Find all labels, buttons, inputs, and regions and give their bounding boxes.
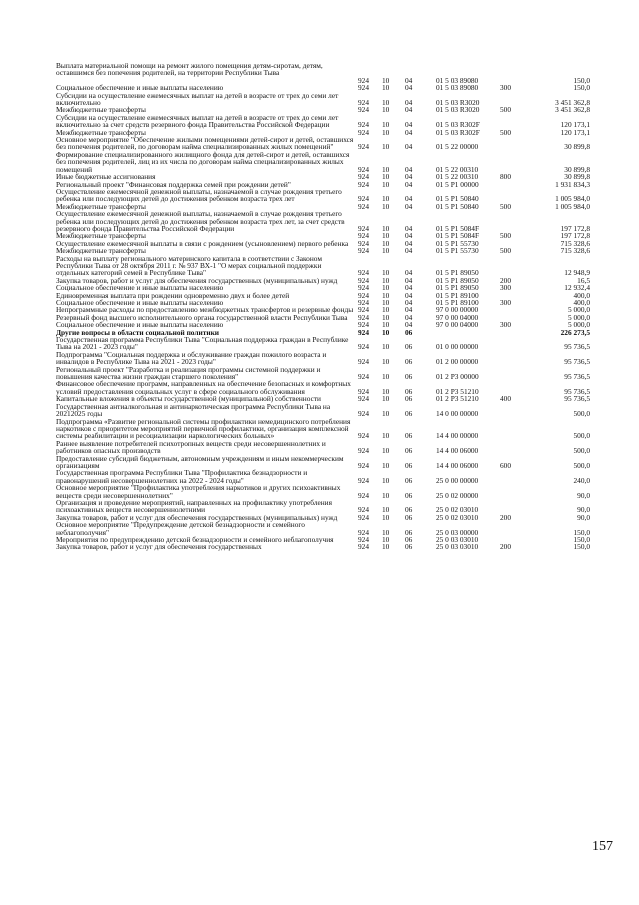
- row-name: Закупка товаров, работ и услуг для обеспечения государственных (муниципальных) нужд: [56, 512, 338, 522]
- table-row: [56, 136, 590, 151]
- row-section: 10: [382, 201, 390, 211]
- row-subsection: 04: [405, 275, 413, 285]
- row-target-article: 14 4 00 00000: [436, 431, 479, 441]
- row-code: 924: [358, 386, 370, 396]
- row-code: 924: [358, 527, 370, 537]
- row-code: 924: [358, 312, 370, 322]
- row-subsection: 04: [405, 164, 413, 174]
- row-name: Подпрограмма "Социальная поддержка и обслуживание граждан пожилого возраста и инвалидов в Республике Тыва на 2021 - 2023 годы": [56, 349, 327, 367]
- row-subsection: 06: [405, 342, 413, 352]
- row-code: 924: [358, 142, 370, 152]
- row-target-article: 01 5 03 R302F: [436, 127, 480, 137]
- row-name: Социальное обеспечение и иные выплаты населению: [56, 283, 224, 293]
- row-target-article: 01 5 22 00000: [436, 142, 479, 152]
- row-subsection: 04: [405, 194, 413, 204]
- row-code: 924: [358, 105, 370, 115]
- row-subsection: 04: [405, 127, 413, 137]
- row-name: Государственная программа Республики Тыва "Профилактика безнадзорности и правонарушений несовершеннолетних на 2022 - 2024 годы": [56, 468, 308, 485]
- table-row: [56, 521, 590, 536]
- row-section: 10: [382, 535, 390, 544]
- row-subsection: 04: [405, 179, 413, 189]
- row-target-article: 01 5 03 89080 01 5 03 89080: [436, 75, 479, 93]
- row-code: 924: [358, 246, 370, 256]
- row-expense-type: 400: [500, 394, 512, 404]
- row-code: 924: [358, 320, 370, 330]
- row-target-article: 01 5 P1 5084F: [436, 231, 480, 241]
- row-subsection: 04: [405, 172, 413, 182]
- row-section: 10: [382, 275, 390, 285]
- table-row: [56, 469, 590, 484]
- row-code: 924: [358, 542, 370, 552]
- table-row: [56, 210, 590, 232]
- row-amount: 30 899,8: [564, 164, 590, 174]
- table-row: [56, 484, 590, 499]
- row-amount: 400,0: [573, 290, 590, 300]
- row-section: 10: [382, 527, 390, 537]
- row-subsection: 06: [405, 505, 413, 515]
- row-section: 10: [382, 409, 390, 419]
- row-code: 924: [358, 231, 370, 241]
- row-amount: 3 451 362,8: [555, 98, 590, 108]
- row-section: 10: [382, 460, 390, 470]
- row-expense-type: 200: [500, 275, 512, 285]
- row-amount: 715 328,6: [560, 246, 590, 256]
- row-target-article: 25 0 02 03010: [436, 512, 479, 522]
- row-code: 924: [358, 298, 370, 307]
- row-name: Осуществление ежемесячной выплаты в связи с рождением (усыновлением) первого ребенка: [56, 238, 349, 248]
- row-subsection: 04: [405, 223, 413, 233]
- row-name: Субсидии на осуществление ежемесячных выплат на детей в возрасте от трех до семи лет включительно за счет средств резервного фонда Правительства Российской Федерации: [56, 112, 339, 130]
- row-code: 924: [358, 98, 370, 108]
- row-subsection: 04: [405, 312, 413, 322]
- row-code: 924: [358, 460, 370, 470]
- row-code: 924: [358, 290, 370, 300]
- row-section: 10: [382, 305, 390, 315]
- row-amount: 150,0: [573, 542, 590, 552]
- row-amount: 1 005 984,0: [555, 201, 590, 211]
- row-section: 10: [382, 238, 390, 248]
- budget-table: [56, 62, 590, 551]
- table-row: [56, 77, 590, 92]
- row-section: 10: [382, 105, 390, 115]
- row-code: 924: [358, 127, 370, 137]
- row-target-article: 01 5 03 R302F: [436, 120, 480, 130]
- row-amount: 5 000,0: [567, 305, 590, 315]
- row-name: Межбюджетные трансферты: [56, 127, 146, 137]
- row-section: 10: [382, 512, 390, 522]
- row-subsection: 06: [405, 394, 413, 404]
- row-target-article: 14 4 00 06000: [436, 446, 479, 456]
- table-row: [56, 255, 590, 277]
- row-section: 10: [382, 194, 390, 204]
- row-subsection: 04: [405, 105, 413, 115]
- row-target-article: 25 0 00 00000: [436, 475, 479, 485]
- row-code: 924: [358, 172, 370, 182]
- table-row: [56, 62, 590, 77]
- row-amount: 95 736,5: [564, 357, 590, 367]
- row-amount: 90,0: [577, 512, 590, 522]
- row-code: 924: [358, 535, 370, 544]
- row-expense-type: 600: [500, 460, 512, 470]
- row-target-article: 25 0 03 03010: [436, 535, 479, 544]
- row-amount: 30 899,8: [564, 172, 590, 182]
- row-name: Осуществление ежемесячной денежной выплаты, назначаемой в случае рождения третьего ребенка или последующих детей до достижения ребенком возраста трех лет: [56, 186, 342, 204]
- row-subsection: 06: [405, 327, 413, 337]
- row-section: 10: [382, 246, 390, 256]
- row-subsection: 04: [405, 231, 413, 241]
- row-expense-type: 200: [500, 512, 512, 522]
- row-expense-type: 800: [500, 172, 512, 182]
- row-name: Закупка товаров, работ и услуг для обеспечения государственных: [56, 542, 262, 552]
- row-code: 924: [358, 164, 370, 174]
- row-code: 924: [358, 357, 370, 367]
- row-subsection: 06: [405, 372, 413, 382]
- row-subsection: 06: [405, 527, 413, 537]
- row-code: 924: [358, 342, 370, 352]
- row-code: 924: [358, 505, 370, 515]
- row-name: Подпрограмма «Развитие региональной системы профилактики немедицинского потребления наркотиков с приоритетом мероприятий первичной профилактики, организация комплексной системы реабилитации и ресоциализации наркологических больных»: [56, 416, 351, 441]
- row-name: Региональный проект "Финансовая поддержка семей при рождении детей": [56, 179, 291, 189]
- row-amount: 90,0: [577, 490, 590, 500]
- row-name: Межбюджетные трансферты: [56, 231, 146, 241]
- row-target-article: 25 0 03 00000: [436, 527, 479, 537]
- row-target-article: 14 0 00 00000: [436, 409, 479, 419]
- row-name: Единовременная выплата при рождении одновременно двух и более детей: [56, 290, 290, 300]
- row-name: Государственная антиалкогольная и антинаркотическая программа Республики Тыва на 20212025 годы: [56, 401, 331, 419]
- row-section: 10: [382, 394, 390, 404]
- row-amount: 197 172,8: [560, 223, 590, 233]
- row-name: Основное мероприятие "Предупреждение детской безнадзорности и семейного неблагополучия": [56, 520, 305, 537]
- row-amount: 95 736,5: [564, 372, 590, 382]
- row-amount: 95 736,5: [564, 394, 590, 404]
- row-target-article: 14 4 00 06000: [436, 460, 479, 470]
- row-target-article: 01 5 P1 89050: [436, 268, 479, 278]
- row-amount: 240,0: [573, 475, 590, 485]
- row-subsection: 06: [405, 512, 413, 522]
- row-subsection: 06: [405, 409, 413, 419]
- row-amount: 95 736,5: [564, 342, 590, 352]
- row-amount: 12 932,4: [564, 283, 590, 293]
- row-subsection: 04: [405, 201, 413, 211]
- table-row: [56, 351, 590, 366]
- row-expense-type: 500: [500, 105, 512, 115]
- row-amount: 150,0: [573, 535, 590, 544]
- row-section: 10: [382, 312, 390, 322]
- row-target-article: 97 0 00 04000: [436, 312, 479, 322]
- row-target-article: 25 0 02 00000: [436, 490, 479, 500]
- row-section: 10: [382, 357, 390, 367]
- row-expense-type: 500: [500, 201, 512, 211]
- row-amount: 1 005 984,0: [555, 194, 590, 204]
- table-row: [56, 403, 590, 418]
- row-amount: 226 273,5: [560, 327, 590, 337]
- row-subsection: 04: [405, 238, 413, 248]
- row-name: Социальное обеспечение и иные выплаты населению: [56, 83, 224, 93]
- row-code: 924: [358, 490, 370, 500]
- row-section: 10: [382, 298, 390, 307]
- table-row: [56, 114, 590, 129]
- row-subsection: 06: [405, 490, 413, 500]
- row-name: Финансовое обеспечение программ, направленных на обеспечение безопасных и комфортных условий предоставления социальных услуг в сфере социального обслуживания: [56, 379, 351, 396]
- row-target-article: 01 5 22 00310: [436, 164, 479, 174]
- row-expense-type: 500: [500, 246, 512, 256]
- table-row: [56, 418, 590, 440]
- row-subsection: 04: [405, 283, 413, 293]
- row-subsection: 06: [405, 357, 413, 367]
- row-name: Закупка товаров, работ и услуг для обеспечения государственных (муниципальных) нужд: [56, 275, 338, 285]
- row-section: 10: [382, 142, 390, 152]
- row-subsection: 04: [405, 305, 413, 315]
- row-name: Резервный фонд высшего исполнительного органа государственной власти Республики Тыва: [56, 312, 348, 322]
- row-section: 10: [382, 490, 390, 500]
- row-target-article: 01 5 P1 55730: [436, 238, 479, 248]
- row-target-article: 25 0 03 03010: [436, 542, 479, 552]
- row-name: Предоставление субсидий бюджетным, автономным учреждениям и иным некоммерческим организациям: [56, 453, 344, 470]
- row-code: 924: [358, 275, 370, 285]
- table-row: [56, 336, 590, 351]
- row-amount: 150,0 150,0: [573, 75, 590, 93]
- row-target-article: 97 0 00 00000: [436, 305, 479, 315]
- row-code: 924: [358, 201, 370, 211]
- row-target-article: 01 5 P1 50840: [436, 194, 479, 204]
- row-target-article: 01 2 00 00000: [436, 357, 479, 367]
- row-target-article: 01 5 03 R3020: [436, 105, 480, 115]
- row-name: Основное мероприятие "Обеспечение жилыми помещениями детей-сирот и детей, оставшихся без попечения родителей, по договорам найма специализированных жилых помещений": [56, 135, 354, 152]
- row-amount: 5 000,0: [567, 312, 590, 322]
- row-subsection: 04 04: [405, 75, 413, 93]
- row-name: Социальное обеспечение и иные выплаты населению: [56, 298, 224, 307]
- row-section: 10: [382, 505, 390, 515]
- row-code: 924: [358, 372, 370, 382]
- row-target-article: 01 5 P1 50840: [436, 201, 479, 211]
- row-code: 924: [358, 268, 370, 278]
- row-code: 924: [358, 394, 370, 404]
- row-code: 924: [358, 475, 370, 485]
- row-name: Капитальные вложения в объекты государственной (муниципальной) собственности: [56, 394, 321, 404]
- row-amount: 90,0: [577, 505, 590, 515]
- row-section: 10: [382, 431, 390, 441]
- row-name: Организация и проведение мероприятий, направленных на профилактику употребления психоактивных веществ несовершеннолетними: [56, 497, 332, 515]
- row-code: 924: [358, 327, 370, 337]
- row-amount: 30 899,8: [564, 142, 590, 152]
- row-expense-type: 500: [500, 127, 512, 137]
- row-target-article: 01 5 P1 89050: [436, 283, 479, 293]
- row-name: Межбюджетные трансферты: [56, 105, 146, 115]
- row-amount: 120 173,1: [560, 127, 590, 137]
- row-section: 10: [382, 475, 390, 485]
- row-target-article: 01 2 P3 00000: [436, 372, 479, 382]
- row-expense-type: 300: [500, 283, 512, 293]
- row-section: 10: [382, 446, 390, 456]
- row-name: Субсидии на осуществление ежемесячных выплат на детей в возрасте от трех до семи лет включительно: [56, 90, 339, 108]
- row-subsection: 04: [405, 142, 413, 152]
- row-code: 924: [358, 283, 370, 293]
- row-subsection: 04: [405, 246, 413, 256]
- row-section: 10 10: [382, 75, 390, 93]
- row-amount: 120 173,1: [560, 120, 590, 130]
- row-subsection: 06: [405, 431, 413, 441]
- row-target-article: 01 5 22 00310: [436, 172, 479, 182]
- row-expense-type: 200: [500, 542, 512, 552]
- row-amount: 1 931 834,3: [555, 179, 590, 189]
- row-code: 924: [358, 512, 370, 522]
- row-name: Мероприятия по предупреждению детской безнадзорности и семейного неблагополучия: [56, 535, 334, 544]
- row-section: 10: [382, 120, 390, 130]
- row-name: Межбюджетные трансферты: [56, 246, 146, 256]
- row-section: 10: [382, 179, 390, 189]
- row-amount: 5 000,0: [567, 320, 590, 330]
- row-code: 924: [358, 238, 370, 248]
- row-section: 10: [382, 386, 390, 396]
- row-section: 10: [382, 127, 390, 137]
- row-subsection: 06: [405, 386, 413, 396]
- row-subsection: 06: [405, 446, 413, 456]
- row-amount: 12 948,9: [564, 268, 590, 278]
- row-name: Расходы на выплату регионального материнского капитала в соответствии с Законом Республики Тыва от 28 октября 2011 г. № 937 ВХ-1 "О мерах социальной поддержки отдельных категорий семей в Республике Тыва": [56, 253, 322, 278]
- row-subsection: 06: [405, 460, 413, 470]
- table-row: [56, 499, 590, 514]
- table-row: [56, 92, 590, 107]
- row-target-article: 01 5 P1 5084F: [436, 223, 480, 233]
- row-target-article: 01 2 P3 51210: [436, 386, 479, 396]
- row-section: 10: [382, 164, 390, 174]
- row-code: 924 924: [358, 75, 370, 93]
- row-section: 10: [382, 372, 390, 382]
- row-amount: 715 328,6: [560, 238, 590, 248]
- row-name: Иные бюджетные ассигнования: [56, 172, 156, 182]
- row-target-article: 01 5 P1 00000: [436, 179, 479, 189]
- row-code: 924: [358, 120, 370, 130]
- row-subsection: 04: [405, 268, 413, 278]
- table-row: [56, 366, 590, 381]
- row-target-article: 01 5 P1 89100: [436, 298, 479, 307]
- table-row: [56, 380, 590, 395]
- page-number: 157: [592, 839, 613, 854]
- row-section: 10: [382, 542, 390, 552]
- row-section: 10: [382, 283, 390, 293]
- row-code: 924: [358, 305, 370, 315]
- row-amount: 95 736,5: [564, 386, 590, 396]
- table-row: [56, 455, 590, 470]
- row-amount: 500,0: [573, 460, 590, 470]
- row-subsection: 04: [405, 320, 413, 330]
- row-target-article: 01 5 P1 89050: [436, 275, 479, 285]
- row-code: 924: [358, 194, 370, 204]
- row-name: Социальное обеспечение и иные выплаты населению: [56, 320, 224, 330]
- row-section: 10: [382, 268, 390, 278]
- row-section: 10: [382, 98, 390, 108]
- row-amount: 197 172,8: [560, 231, 590, 241]
- row-name: Государственная программа Республики Тыва "Социальная поддержка граждан в Республике Тыва на 2021 - 2023 годы": [56, 335, 349, 352]
- row-subsection: 04: [405, 120, 413, 130]
- row-name: Региональный проект "Разработка и реализация программы системной поддержки и повышения качества жизни граждан старшего поколения": [56, 364, 321, 382]
- row-target-article: 01 0 00 00000: [436, 342, 479, 352]
- row-target-article: 01 5 03 R3020: [436, 98, 480, 108]
- row-target-article: 01 2 P3 51210: [436, 394, 479, 404]
- row-amount: 150,0: [573, 527, 590, 537]
- row-subsection: 04: [405, 98, 413, 108]
- row-subsection: 06: [405, 535, 413, 544]
- row-subsection: 04: [405, 290, 413, 300]
- row-expense-type: 300: [500, 320, 512, 330]
- row-expense-type: 500: [500, 231, 512, 241]
- row-amount: 16,5: [577, 275, 590, 285]
- row-name: Непрограммные расходы по предоставлению межбюджетных трансфертов и резервные фонды: [56, 305, 354, 315]
- row-code: 924: [358, 179, 370, 189]
- row-subsection: 04: [405, 298, 413, 307]
- row-section: 10: [382, 223, 390, 233]
- row-code: 924: [358, 446, 370, 456]
- row-expense-type: 300: [500, 83, 512, 93]
- row-name: Межбюджетные трансферты: [56, 201, 146, 211]
- row-name: Формирование специализированного жилищного фонда для детей-сирот и детей, оставшихся без попечения родителей, лиц из их числа по договорам найма специализированных жилых помещений: [56, 149, 350, 174]
- row-target-article: 01 5 P1 89100: [436, 290, 479, 300]
- table-row: [56, 543, 590, 550]
- row-amount: 3 451 362,8: [555, 105, 590, 115]
- row-amount: 500,0: [573, 446, 590, 456]
- row-name: Основное мероприятие "Профилактика употребления наркотиков и других психоактивных веществ среди несовершеннолетних": [56, 483, 341, 500]
- table-row: [56, 151, 590, 173]
- row-code: 924: [358, 431, 370, 441]
- row-amount: 400,0: [573, 298, 590, 307]
- table-row: [56, 188, 590, 203]
- row-target-article: 97 0 00 04000: [436, 320, 479, 330]
- row-target-article: 25 0 02 03010: [436, 505, 479, 515]
- row-name: Другие вопросы в области социальной политики: [56, 327, 220, 337]
- row-section: 10: [382, 290, 390, 300]
- row-section: 10: [382, 320, 390, 330]
- row-code: 924: [358, 409, 370, 419]
- row-section: 10: [382, 172, 390, 182]
- row-target-article: 01 5 P1 55730: [436, 246, 479, 256]
- row-subsection: 06: [405, 542, 413, 552]
- row-section: 10: [382, 231, 390, 241]
- row-expense-type: 300: [500, 298, 512, 307]
- row-name: Осуществление ежемесячной денежной выплаты, назначаемой в случае рождения третьего ребенка или последующих детей до достижения ребенком возраста трех лет, за счет средств резервного фонда Правительства Российской Федерации: [56, 209, 345, 233]
- row-name: Выплата материальной помощи на ремонт жилого помещения детям-сиротам, детям, оставшимся без попечения родителей, на территории Республики Тыва: [56, 61, 323, 78]
- row-subsection: 06: [405, 475, 413, 485]
- row-amount: 500,0: [573, 409, 590, 419]
- row-name: Раннее выявление потребителей психотропных веществ среди несовершеннолетних и работников опасных производств: [56, 438, 326, 456]
- row-code: 924: [358, 223, 370, 233]
- table-row: [56, 440, 590, 455]
- row-section: 10: [382, 342, 390, 352]
- row-amount: 500,0: [573, 431, 590, 441]
- row-section: 10: [382, 327, 390, 337]
